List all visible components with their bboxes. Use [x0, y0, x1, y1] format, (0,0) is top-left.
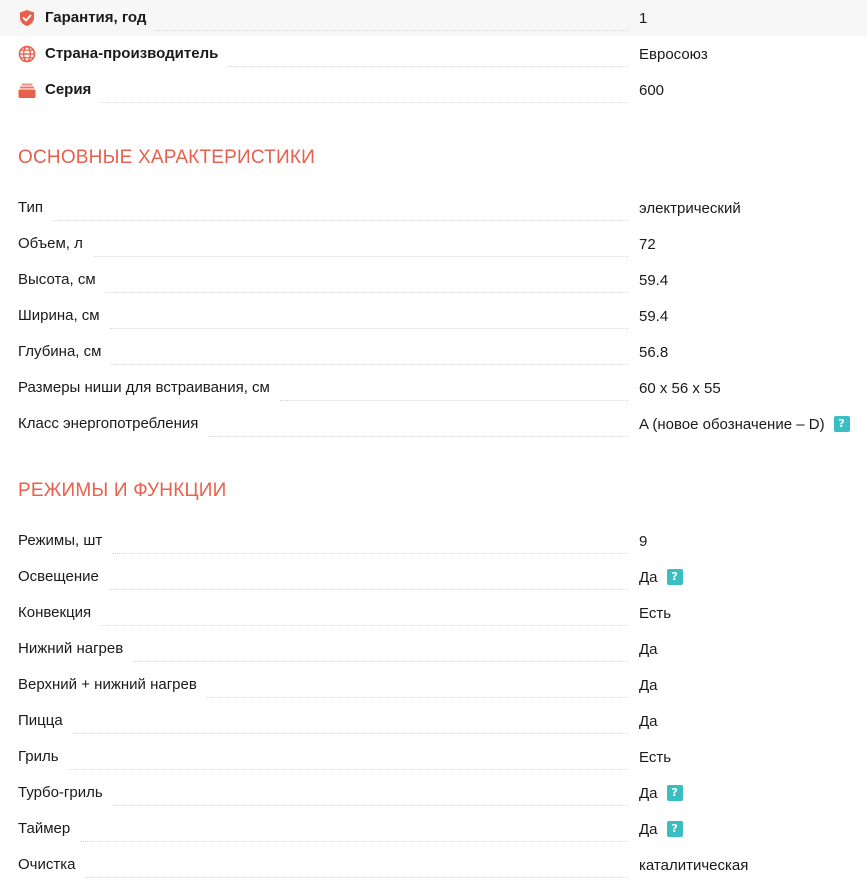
spec-row-warranty: [0, 0, 867, 36]
spec-value: 59.4: [639, 271, 669, 289]
dotted-leader: [109, 571, 628, 590]
spec-row: [0, 739, 867, 775]
spec-value: [639, 36, 708, 72]
spec-value-text: 1: [639, 9, 648, 27]
spec-label: Режимы, шт: [18, 532, 103, 549]
spec-label: Таймер: [18, 820, 71, 837]
spec-label: Серия: [45, 81, 92, 98]
spec-value: Да: [639, 568, 658, 586]
dotted-leader: [93, 238, 628, 257]
section-title-main-specs: ОСНОВНЫЕ ХАРАКТЕРИСТИКИ: [18, 147, 315, 168]
spec-label: Турбо-гриль: [18, 784, 103, 801]
shield-icon: [18, 9, 36, 27]
spec-value: 56.8: [639, 343, 669, 361]
spec-label: Нижний нагрев: [18, 640, 124, 657]
spec-value: электрический: [639, 199, 741, 217]
spec-row: [0, 226, 867, 262]
spec-value: Да: [639, 784, 658, 802]
globe-icon: [18, 45, 36, 63]
help-icon[interactable]: ?: [667, 821, 683, 837]
spec-row: [0, 667, 867, 703]
dotted-leader: [113, 787, 628, 806]
spec-value: Да: [639, 676, 658, 694]
dotted-leader: [53, 202, 628, 221]
spec-value: [639, 72, 664, 108]
dotted-leader: [133, 643, 628, 662]
dotted-leader: [110, 310, 628, 329]
dotted-leader: [73, 715, 628, 734]
spec-row-series: [0, 72, 867, 108]
dotted-leader: [156, 12, 628, 31]
dotted-leader: [106, 274, 628, 293]
help-icon[interactable]: ?: [667, 569, 683, 585]
spec-value: [639, 0, 647, 36]
spec-label: Тип: [18, 199, 44, 216]
spec-label: Класс энергопотребления: [18, 415, 199, 432]
spec-label: Ширина, см: [18, 307, 100, 324]
spec-row: [0, 847, 867, 883]
spec-row: [0, 190, 867, 226]
spec-value-text: 600: [639, 81, 665, 99]
dotted-leader: [228, 48, 628, 67]
spec-label: Гарантия, год: [45, 9, 147, 26]
spec-value: 60 x 56 x 55: [639, 379, 721, 397]
spec-label: Высота, см: [18, 271, 96, 288]
spec-row: [0, 370, 867, 406]
help-icon[interactable]: ?: [667, 785, 683, 801]
spec-label: Освещение: [18, 568, 99, 585]
spec-row-country: [0, 36, 867, 72]
spec-value: A (новое обозначение – D): [639, 415, 825, 433]
dotted-leader: [80, 823, 628, 842]
spec-value: Да: [639, 640, 658, 658]
dotted-leader: [101, 84, 628, 103]
spec-value: 59.4: [639, 307, 669, 325]
spec-value: Есть: [639, 748, 672, 766]
spec-row: [0, 523, 867, 559]
spec-value: Да: [639, 820, 658, 838]
spec-label: Верхний + нижний нагрев: [18, 676, 197, 693]
series-stack-icon: [18, 81, 36, 99]
spec-value: Есть: [639, 604, 672, 622]
dotted-leader: [208, 418, 628, 437]
spec-label: Конвекция: [18, 604, 92, 621]
spec-row: [0, 811, 867, 847]
dotted-leader: [280, 382, 628, 401]
spec-label: Глубина, см: [18, 343, 102, 360]
spec-value: каталитическая: [639, 856, 749, 874]
spec-row: [0, 262, 867, 298]
spec-row: [0, 595, 867, 631]
spec-value: 9: [639, 532, 648, 550]
spec-label: Размеры ниши для встраивания, см: [18, 379, 270, 396]
spec-label: Гриль: [18, 748, 59, 765]
spec-value: Да: [639, 712, 658, 730]
dotted-leader: [85, 859, 628, 878]
spec-row: [0, 559, 867, 595]
section-title-modes: РЕЖИМЫ И ФУНКЦИИ: [18, 480, 227, 501]
spec-value-text: Евросоюз: [639, 45, 708, 63]
spec-label: Страна-производитель: [45, 45, 219, 62]
spec-value: 72: [639, 235, 656, 253]
dotted-leader: [207, 679, 628, 698]
dotted-leader: [101, 607, 628, 626]
spec-label: Очистка: [18, 856, 76, 873]
spec-row: [0, 775, 867, 811]
dotted-leader: [111, 346, 628, 365]
spec-row: [0, 703, 867, 739]
spec-label: Пицца: [18, 712, 63, 729]
spec-row: [0, 406, 867, 442]
dotted-leader: [112, 535, 628, 554]
spec-row: [0, 298, 867, 334]
dotted-leader: [69, 751, 628, 770]
spec-row: [0, 334, 867, 370]
help-icon[interactable]: ?: [834, 416, 850, 432]
spec-row: [0, 631, 867, 667]
spec-label: Объем, л: [18, 235, 83, 252]
